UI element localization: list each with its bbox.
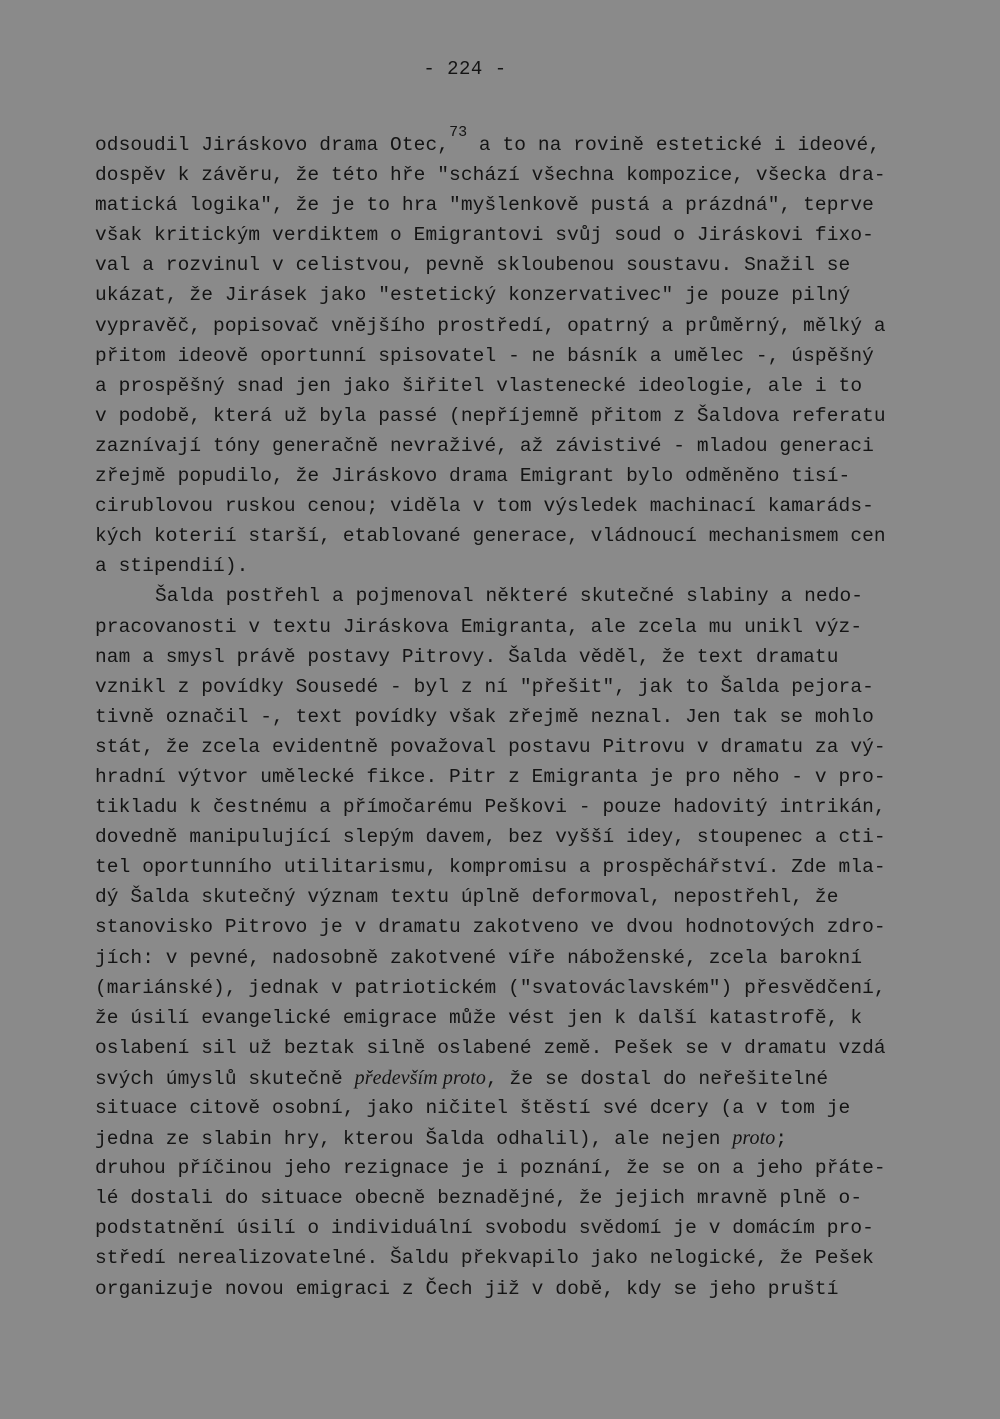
- text-line: [95, 912, 915, 942]
- text-line: [95, 702, 915, 732]
- text-line: [95, 160, 915, 190]
- text-segment: oslabení sil už beztak silně oslabené země. Pešek se v dramatu vzdá: [95, 1036, 886, 1059]
- text-line: [95, 371, 915, 401]
- text-segment: stanovisko Pitrovo je v dramatu zakotveno ve dvou hodnotových zdro-: [95, 916, 886, 939]
- text-line: [95, 250, 915, 280]
- text-line: [95, 1033, 915, 1063]
- text-line: [95, 882, 915, 912]
- emphasis-text: proto: [732, 1127, 776, 1150]
- text-segment: tel oportunního utilitarismu, kompromisu a prospěchářství. Zde mla-: [95, 856, 886, 879]
- text-line: [95, 401, 915, 431]
- text-segment: organizuje novou emigraci z Čech již v době, kdy se jeho pruští: [95, 1277, 839, 1300]
- text-segment: , že se dostal do neřešitelné: [485, 1067, 829, 1090]
- text-segment: stát, že zcela evidentně považoval postavu Pitrovu v dramatu za vý-: [95, 735, 886, 758]
- text-line: [95, 581, 915, 611]
- text-segment: v podobě, která už byla passé (nepříjemně přitom z Šaldova referatu: [95, 404, 886, 427]
- text-segment: tivně označil -, text povídky však zřejmě neznal. Jen tak se mohlo: [95, 705, 874, 728]
- emphasis-text: především proto: [354, 1066, 486, 1089]
- text-segment: nam a smysl právě postavy Pitrovy. Šalda věděl, že text dramatu: [95, 645, 839, 668]
- text-segment: středí nerealizovatelné. Šaldu překvapilo jako nelogické, že Pešek: [95, 1247, 874, 1270]
- text-segment: kých koterií starší, etablované generace, vládnoucí mechanismem cen: [95, 525, 886, 548]
- text-line: [95, 521, 915, 551]
- text-line: [95, 672, 915, 702]
- text-line: [95, 1003, 915, 1033]
- text-segment: situace citově osobní, jako ničitel štěstí své dcery (a v tom je: [95, 1097, 851, 1119]
- text-line: [95, 642, 915, 672]
- text-segment: jích: v pevné, nadosobně zakotvené víře náboženské, zcela barokní: [95, 946, 863, 969]
- text-line: [95, 1093, 915, 1123]
- text-segment: dovedně manipulující slepým davem, bez vyšší idey, stoupenec a cti-: [95, 826, 886, 849]
- text-line: [95, 612, 915, 642]
- text-segment: hradní výtvor umělecké fikce. Pitr z Emigranta je pro něho - v pro-: [95, 765, 886, 788]
- text-line: [95, 341, 915, 371]
- text-segment: matická logika", že je to hra "myšlenkově pustá a prázdná", teprve: [95, 194, 874, 217]
- text-segment: cirublovou ruskou cenou; viděla v tom výsledek machinací kamaráds-: [95, 495, 874, 518]
- text-line: [95, 190, 915, 220]
- text-segment: a to na rovině estetické i ideové,: [467, 134, 881, 156]
- text-line: [95, 280, 915, 310]
- text-line: [95, 822, 915, 852]
- text-segment: svých úmyslů skutečně: [95, 1067, 355, 1090]
- text-line: [95, 1243, 915, 1273]
- text-segment: odsoudil Jiráskovo drama Otec,: [95, 134, 450, 156]
- text-line: [95, 732, 915, 762]
- text-segment: (mariánské), jednak v patriotickém ("svatováclavském") přesvědčení,: [95, 976, 886, 999]
- text-line: [95, 551, 915, 581]
- text-segment: přitom ideově oportunní spisovatel - ne básník a umělec -, úspěšný: [95, 344, 874, 367]
- text-line: [95, 1063, 915, 1093]
- text-line: [95, 461, 915, 491]
- text-segment: ukázat, že Jirásek jako "estetický konzervativec" je pouze pilný: [95, 284, 851, 307]
- text-segment: podstatnění úsilí o individuální svobodu svědomí je v domácím pro-: [95, 1217, 874, 1240]
- text-line: [95, 220, 915, 250]
- text-segment: druhou příčinou jeho rezignace je i poznání, že se on a jeho přáte-: [95, 1157, 886, 1180]
- text-line: [95, 431, 915, 461]
- text-line: [95, 311, 915, 341]
- text-segment: zaznívají tóny generačně nevraživé, až závistivé - mladou generaci: [95, 434, 874, 457]
- text-segment: dý Šalda skutečný význam textu úplně deformoval, nepostřehl, že: [95, 886, 839, 909]
- text-line: [95, 973, 915, 1003]
- text-segment: vznikl z povídky Sousedé - byl z ní "přešit", jak to Šalda pejora-: [95, 675, 874, 698]
- text-line: [95, 1123, 915, 1153]
- text-line: [95, 1153, 915, 1183]
- text-segment: a prospěšný snad jen jako šiřitel vlastenecké ideologie, ale i to: [95, 374, 863, 397]
- text-segment: lé dostali do situace obecně beznadějné, že jejich mravně plně o-: [95, 1187, 863, 1210]
- text-segment: že úsilí evangelické emigrace může vést jen k další katastrofě, k: [95, 1006, 863, 1029]
- text-line: [95, 1183, 915, 1213]
- text-line: [95, 1274, 915, 1304]
- body-text: [95, 124, 915, 1304]
- text-segment: tikladu k čestnému a přímočarému Peškovi - pouze hadovitý intrikán,: [95, 796, 886, 819]
- page-number: - 224 -: [423, 58, 507, 80]
- text-line: [95, 124, 915, 160]
- footnote-marker: 73: [449, 124, 468, 141]
- text-segment: val a rozvinul v celistvou, pevně skloubenou soustavu. Snažil se: [95, 254, 851, 277]
- text-segment: ;: [775, 1128, 788, 1151]
- text-segment: zřejmě popudilo, že Jiráskovo drama Emigrant bylo odměněno tisí-: [95, 465, 851, 488]
- text-line: [95, 943, 915, 973]
- text-line: [95, 1213, 915, 1243]
- text-line: [95, 491, 915, 521]
- text-segment: dospěv k závěru, že této hře "schází všechna kompozice, všecka dra-: [95, 164, 886, 187]
- text-segment: pracovanosti v textu Jiráskova Emigranta, ale zcela mu unikl výz-: [95, 615, 863, 638]
- text-segment: jedna ze slabin hry, kterou Šalda odhalil), ale nejen: [95, 1128, 733, 1151]
- text-line: [95, 762, 915, 792]
- text-line: [95, 792, 915, 822]
- text-segment: však kritickým verdiktem o Emigrantovi svůj soud o Jiráskovi fixo-: [95, 224, 874, 247]
- text-segment: vypravěč, popisovač vnějšího prostředí, opatrný a průměrný, mělký a: [95, 314, 886, 337]
- text-segment: a stipendií).: [95, 555, 249, 578]
- text-line: [95, 852, 915, 882]
- text-segment: Šalda postřehl a pojmenoval některé skutečné slabiny a nedo-: [155, 585, 864, 608]
